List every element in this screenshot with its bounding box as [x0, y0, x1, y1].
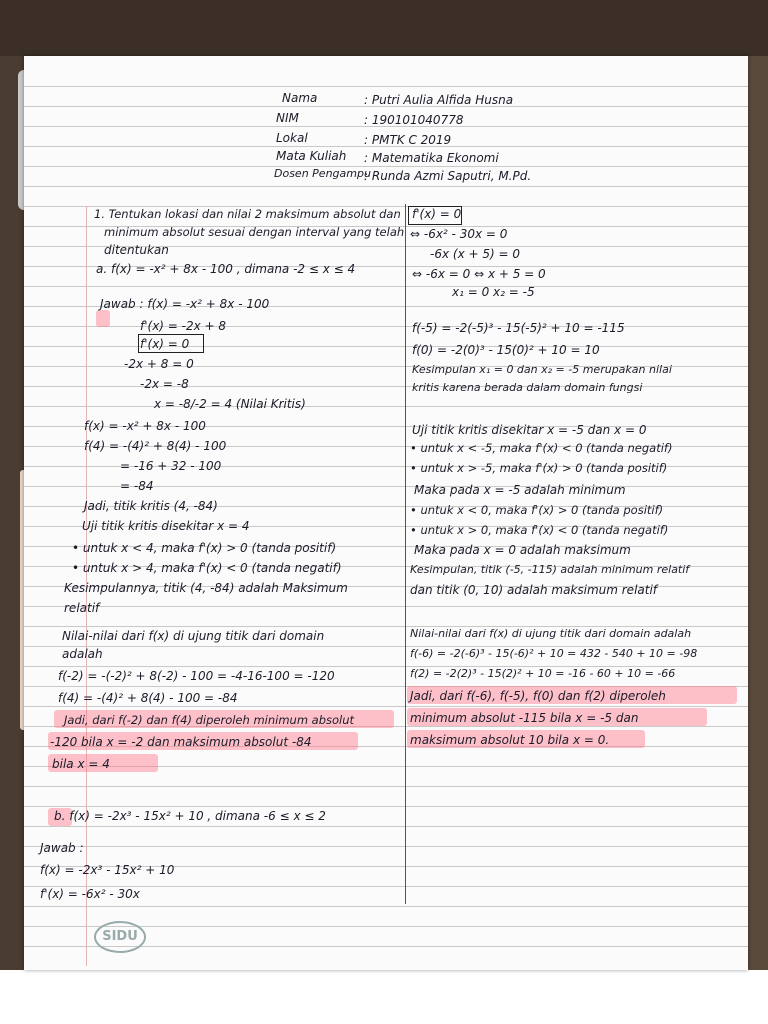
left-line: -2x = -8	[140, 377, 189, 391]
left-line: minimum absolut sesuai dengan interval yang telah	[104, 225, 405, 239]
right-line: Maka pada x = 0 adalah maksimum	[414, 543, 631, 557]
left-line: ditentukan	[104, 243, 169, 257]
ruled-line	[24, 166, 748, 167]
left-line: adalah	[62, 647, 103, 661]
header-value-matakuliah: : Matematika Ekonomi	[364, 151, 499, 165]
left-line: b. f(x) = -2x³ - 15x² + 10 , dimana -6 ≤ x ≤ 2	[54, 809, 326, 823]
left-line: f'(x) = 0	[140, 337, 190, 351]
left-line: f(x) = -x² + 8x - 100	[84, 419, 206, 433]
background-bottom	[0, 970, 768, 1024]
right-line: Kesimpulan x₁ = 0 dan x₂ = -5 merupakan nilai	[412, 363, 672, 376]
right-line: f(2) = -2(2)³ - 15(2)² + 10 = -16 - 60 + 10 = -66	[410, 667, 676, 680]
ruled-line	[24, 326, 748, 327]
left-line: f(4) = -(4)² + 8(4) - 100 = -84	[58, 691, 238, 705]
left-line: f(-2) = -(-2)² + 8(-2) - 100 = -4-16-100 = -120	[58, 669, 335, 683]
ruled-line	[24, 286, 748, 287]
highlight-bar	[96, 310, 110, 327]
left-line: bila x = 4	[52, 757, 110, 771]
lined-paper-sheet	[24, 56, 748, 970]
ruled-line	[24, 786, 748, 787]
right-line: ⇔ -6x = 0 ⇔ x + 5 = 0	[412, 267, 546, 281]
left-line: 1. Tentukan lokasi dan nilai 2 maksimum absolut dan	[94, 207, 401, 221]
right-line: f(0) = -2(0)³ - 15(0)² + 10 = 10	[412, 343, 600, 357]
right-line: x₁ = 0 x₂ = -5	[452, 285, 535, 299]
left-line: a. f(x) = -x² + 8x - 100 , dimana -2 ≤ x ≤ 4	[96, 262, 356, 276]
left-line: • untuk x < 4, maka f'(x) > 0 (tanda positif)	[72, 541, 337, 555]
sidu-stamp-logo: SIDU	[94, 921, 146, 953]
left-line: f(4) = -(4)² + 8(4) - 100	[84, 439, 227, 453]
left-line: = -84	[120, 479, 154, 493]
right-line: f(-5) = -2(-5)³ - 15(-5)² + 10 = -115	[412, 321, 625, 335]
left-line: x = -8/-2 = 4 (Nilai Kritis)	[154, 397, 306, 411]
header-label-nim: NIM	[276, 111, 299, 125]
right-line: ⇔ -6x² - 30x = 0	[410, 227, 508, 241]
header-label-matakuliah: Mata Kuliah	[276, 149, 347, 163]
ruled-line	[24, 186, 748, 187]
column-divider	[405, 204, 406, 904]
background-desk-right	[748, 56, 768, 970]
right-line: Kesimpulan, titik (-5, -115) adalah minimum relatif	[410, 563, 690, 576]
left-line: f'(x) = -2x + 8	[140, 319, 227, 333]
left-line: • untuk x > 4, maka f'(x) < 0 (tanda negatif)	[72, 561, 342, 575]
background-desk-top	[0, 0, 768, 56]
ruled-line	[24, 826, 748, 827]
header-label-lokal: Lokal	[276, 131, 308, 145]
left-line: f'(x) = -6x² - 30x	[40, 887, 140, 901]
ruled-line	[24, 806, 748, 807]
right-line: dan titik (0, 10) adalah maksimum relatif	[410, 583, 658, 597]
ruled-line	[24, 706, 748, 707]
right-line: Jadi, dari f(-6), f(-5), f(0) dan f(2) diperoleh	[410, 689, 666, 703]
right-line: • untuk x > 0, maka f'(x) < 0 (tanda negatif)	[410, 523, 669, 537]
left-line: f(x) = -2x³ - 15x² + 10	[40, 863, 175, 877]
right-line: • untuk x > -5, maka f'(x) > 0 (tanda positif)	[410, 461, 668, 475]
ruled-line	[24, 406, 748, 407]
header-value-dosen: : Runda Azmi Saputri, M.Pd.	[364, 169, 532, 183]
header-value-nama: : Putri Aulia Alfida Husna	[364, 93, 514, 107]
left-line: Jawab : f(x) = -x² + 8x - 100	[100, 297, 270, 311]
right-line: • untuk x < 0, maka f'(x) > 0 (tanda positif)	[410, 503, 664, 517]
right-line: kritis karena berada dalam domain fungsi	[412, 381, 643, 394]
ruled-line	[24, 346, 748, 347]
ruled-line	[24, 86, 748, 87]
left-line: Jadi, dari f(-2) dan f(4) diperoleh minimum absolut	[64, 713, 355, 727]
left-line: -120 bila x = -2 dan maksimum absolut -84	[50, 735, 312, 749]
left-line: -2x + 8 = 0	[124, 357, 194, 371]
right-line: f'(x) = 0	[412, 207, 462, 221]
right-line: f(-6) = -2(-6)³ - 15(-6)² + 10 = 432 - 540 + 10 = -98	[410, 647, 698, 660]
header-label-nama: Nama	[282, 91, 318, 105]
header-value-lokal: : PMTK C 2019	[364, 133, 452, 147]
header-value-nim: : 190101040778	[364, 113, 464, 127]
left-line: relatif	[64, 601, 100, 615]
ruled-line	[24, 606, 748, 607]
left-line: Jadi, titik kritis (4, -84)	[84, 499, 218, 513]
right-line: • untuk x < -5, maka f'(x) < 0 (tanda negatif)	[410, 441, 673, 455]
left-line: Nilai-nilai dari f(x) di ujung titik dari domain	[62, 629, 325, 643]
left-line: = -16 + 32 - 100	[120, 459, 222, 473]
right-line: Nilai-nilai dari f(x) di ujung titik dari domain adalah	[410, 627, 692, 640]
right-line: Uji titik kritis disekitar x = -5 dan x = 0	[412, 423, 647, 437]
right-line: -6x (x + 5) = 0	[430, 247, 520, 261]
right-line: maksimum absolut 10 bila x = 0.	[410, 733, 610, 747]
header-label-dosen: Dosen Pengampu	[274, 167, 371, 180]
right-line: Maka pada x = -5 adalah minimum	[414, 483, 626, 497]
left-line: Jawab :	[40, 841, 84, 855]
right-line: minimum absolut -115 bila x = -5 dan	[410, 711, 639, 725]
left-line: Uji titik kritis disekitar x = 4	[82, 519, 250, 533]
ruled-line	[24, 846, 748, 847]
left-line: Kesimpulannya, titik (4, -84) adalah Maksimum	[64, 581, 348, 595]
ruled-line	[24, 906, 748, 907]
